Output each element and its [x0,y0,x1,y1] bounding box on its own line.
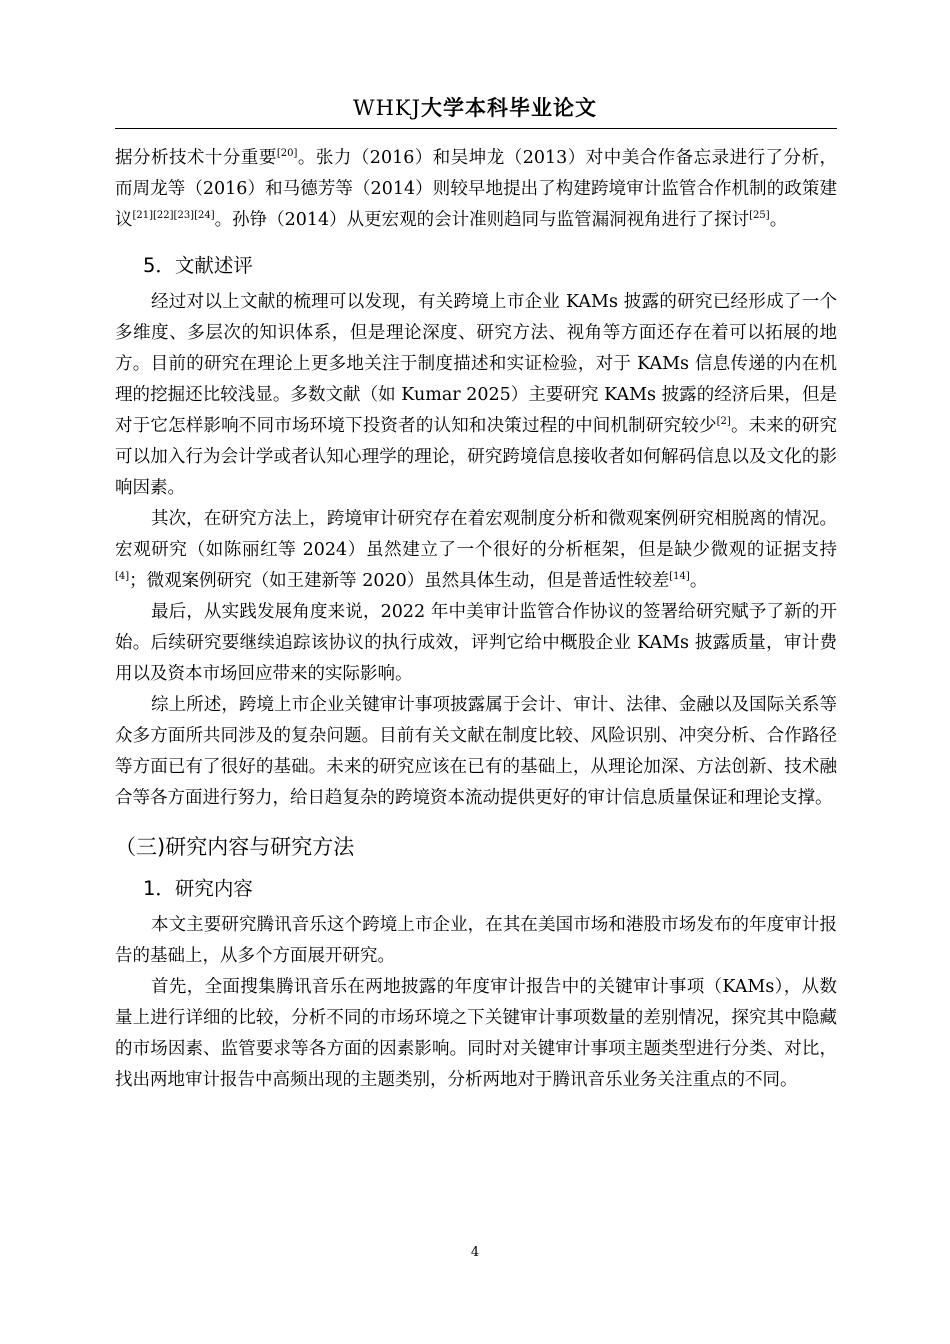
chapter-heading-research-content-methods: （三)研究内容与研究方法 [115,835,355,859]
paragraph-content-2: 首先，全面搜集腾讯音乐在两地披露的年度审计报告中的关键审计事项（KAMs），从数量上进行详细的比较，分析不同的市场环境之下关键审计事项数量的差别情况，探究其中隐藏的市场因素、监管要求等各方面的因素影响。同时对关键审计事项主题类型进行分类、对比，找出两地审计报告中高频出现的主题类别，分析两地对于腾讯音乐业务关注重点的不同。 [115,977,837,1090]
text-run: 。孙铮（2014）从更宏观的会计准则趋同与监管漏洞视角进行了探讨 [214,210,750,230]
header-rule [115,128,837,129]
text-run: 。 [769,210,788,230]
header-prefix: WHKJ [352,96,421,120]
text-run: 。张力（2016）和吴坤龙（2013）对中美合作备忘录进行了分析，而周龙等（2016）和马德芳等（2014）则较早地提出了构建跨境审计监管合作机制的政策建议 [115,148,838,230]
paragraph-review-1 [115,287,837,504]
text-run: 据分析技术十分重要 [115,148,277,168]
text-run: 其次，在研究方法上，跨境审计研究存在着宏观制度分析和微观案例研究相脱离的情况。宏观研究（如陈丽红等 2024）虽然建立了一个很好的分析框架，但是缺少微观的证据支持 [115,509,837,560]
citation-ref: [21][22][23][24] [132,210,215,221]
citation-ref: [14] [669,571,690,582]
citation-ref: [20] [276,148,298,159]
paragraph-content-1: 本文主要研究腾讯音乐这个跨境上市企业，在其在美国市场和港股市场发布的年度审计报告的基础上，从多个方面展开研究。 [115,915,837,966]
text-run: ；微观案例研究（如王建新等 2020）虽然具体生动，但是普适性较差 [129,571,670,591]
paragraph-review-4: 综上所述，跨境上市企业关键审计事项披露属于会计、审计、法律、金融以及国际关系等众多方面所共同涉及的复杂问题。目前有关文献在制度比较、风险识别、冲突分析、合作路径等方面已有了很好的基础。未来的研究应该在已有的基础上，从理论加深、方法创新、技术融合等各方面进行努力，给日趋复杂的跨境资本流动提供更好的审计信息质量保证和理论支撑。 [115,695,837,808]
header-school-name: 大学本科毕业论文 [421,96,597,120]
text-run: 。 [689,571,708,591]
section-heading-literature-review: 5．文献述评 [143,254,253,277]
paragraph-review-2 [115,504,837,597]
text-run: 。未来的研究可以加入行为会计学或者认知心理学的理论，研究跨境信息接收者如何解码信息以及文化的影响因素。 [115,416,838,498]
running-header [115,92,835,122]
section-heading-research-content: 1．研究内容 [143,877,253,900]
page-body [115,143,837,1096]
paragraph-review-3: 最后，从实践发展角度来说，2022 年中美审计监管合作协议的签署给研究赋予了新的开始。后续研究要继续追踪该协议的执行成效，评判它给中概股企业 KAMs 披露质量，审计费用以及资本市场回应带来的实际影响。 [115,602,837,684]
text-run: 经过对以上文献的梳理可以发现，有关跨境上市企业 KAMs 披露的研究已经形成了一个多维度、多层次的知识体系，但是理论深度、研究方法、视角等方面还存在着可以拓展的地方。目前的研究在理论上更多地关注于制度描述和实证检验，对于 KAMs 信息传递的内在机理的挖掘还比较浅显。多数文献（如 Kumar 2025）主要研究 KAMs 披露的经济后果，但是对于它怎样影响不同市场环境下投资者的认知和决策过程的中间机制研究较少 [115,292,837,436]
citation-ref: [2] [716,416,731,427]
citation-ref: [25] [749,210,770,221]
paragraph-continued [115,143,837,236]
page-number: 4 [470,1245,480,1260]
citation-ref: [4] [115,571,130,582]
